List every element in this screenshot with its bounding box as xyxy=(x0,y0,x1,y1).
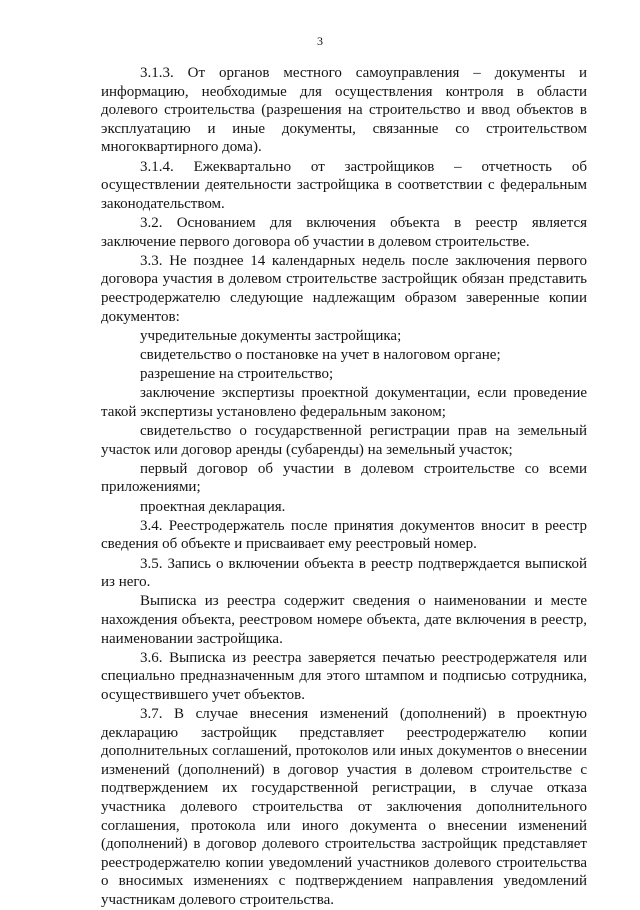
paragraph-extract-contents: Выписка из реестра содержит сведения о наименовании и месте нахождения объекта, реестровом номере объекта, дате включения в реестр, наименовании застройщика. xyxy=(101,593,587,647)
list-item-construction-permit: разрешение на строительство; xyxy=(140,366,334,383)
paragraph-3-6: 3.6. Выписка из реестра заверяется печатью реестродержателя или специально предназначенным для этого штампом и подписью сотрудника, осуществившего учет объектов. xyxy=(101,649,587,703)
list-item-expert-review: заключение экспертизы проектной документации, если проведение такой экспертизы установлено федеральным законом; xyxy=(101,385,587,420)
list-item-tax-registration: свидетельство о постановке на учет в налоговом органе; xyxy=(140,346,501,363)
list-item-first-contract: первый договор об участии в долевом строительстве со всеми приложениями; xyxy=(101,460,587,496)
list-item-project-declaration: проектная декларация. xyxy=(140,498,286,515)
paragraph-3-5: 3.5. Запись о включении объекта в реестр подтверждается выпиской из него. xyxy=(101,555,587,591)
paragraph-3-4: 3.4. Реестродержатель после принятия документов вносит в реестр сведения об объекте и присваивает ему реестровый номер. xyxy=(101,517,587,553)
paragraph-3-1-3: 3.1.3. От органов местного самоуправления – документы и информацию, необходимые для осуществления контроля в области долевого строительства (разрешения на строительство и ввод объектов в эксплуатацию и иные документы, связанные со строительством многоквартирного дома). xyxy=(101,65,587,156)
paragraph-3-3: 3.3. Не позднее 14 календарных недель после заключения первого договора участия в долевом строительстве застройщик обязан представить реестродержателю следующие надлежащим образом заверенные копии документов: xyxy=(101,252,587,325)
page-number: 3 xyxy=(317,34,323,48)
paragraph-3-7: 3.7. В случае внесения изменений (дополнений) в проектную декларацию застройщик представляет реестродержателю копии дополнительных соглашений, протоколов или иных документов о внесении изменений (дополнений) в договор участия в долевом строительстве с подтверждением их государственной регистрации, в случае отказа участника долевого строительства от заключения дополнительного соглашения, протокола или иного документа о внесении изменений (дополнений) в договор долевого строительства застройщик представляет реестродержателю копии уведомлений участников долевого строительства о вносимых изменениях с подтверждением направления уведомлений участникам долевого строительства. xyxy=(101,706,587,909)
document-body xyxy=(101,64,587,910)
paragraph-3-2: 3.2. Основанием для включения объекта в реестр является заключение первого договора об участии в долевом строительстве. xyxy=(101,214,587,250)
paragraph-3-1-4: 3.1.4. Ежеквартально от застройщиков – отчетность об осуществлении деятельности застройщика в соответствии с федеральным законодательством. xyxy=(101,158,587,212)
list-item-land-rights: свидетельство о государственной регистрации прав на земельный участок или договор аренды (субаренды) на земельный участок; xyxy=(101,423,587,458)
list-item-founding-documents: учредительные документы застройщика; xyxy=(140,327,402,344)
